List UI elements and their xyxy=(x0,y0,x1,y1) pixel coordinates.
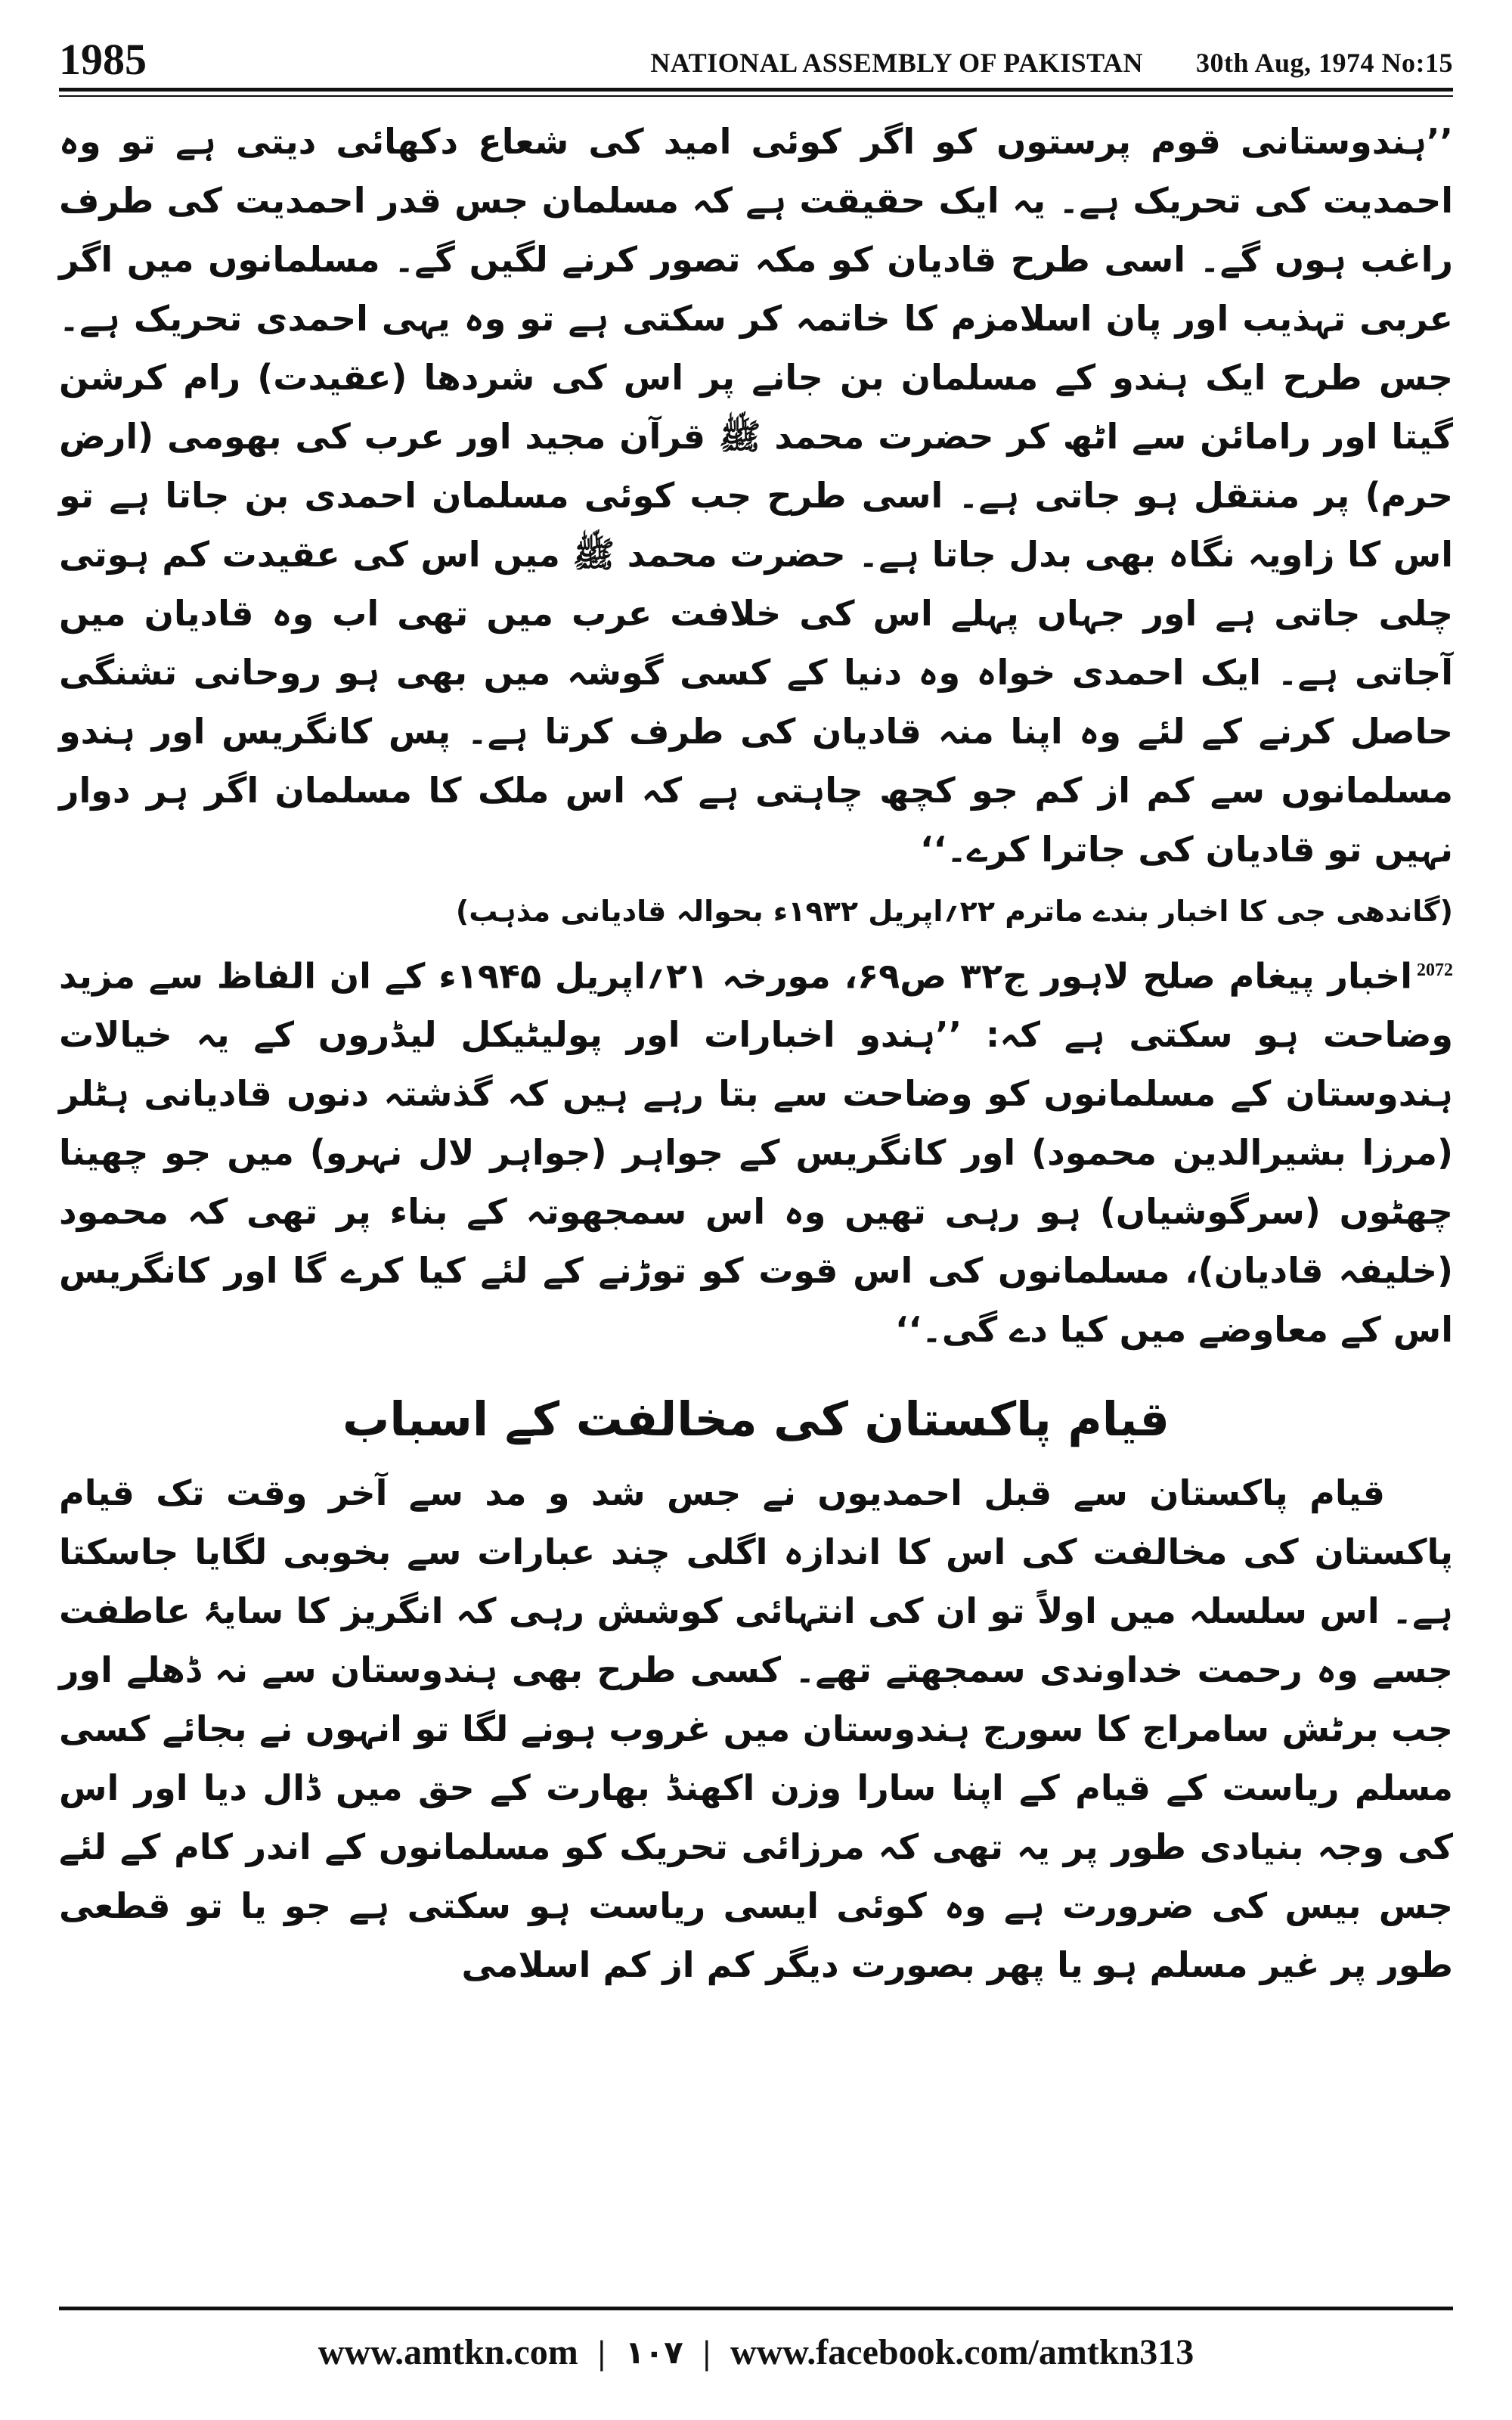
third-paragraph-text: قیام پاکستان سے قبل احمدیوں نے جس شد و مد سے آخر وقت تک قیام پاکستان کی مخالفت کی اس کا اندازہ اگلی چند عبارات سے بخوبی لگایا جاسکتا ہے۔ اس سلسلہ میں اولاً تو ان کی انتہائی کوشش رہی کہ انگریز کا سایۂ عاطفت جسے وہ رحمت خداوندی سمجھتے تھے۔ کسی طرح بھی ہندوستان سے نہ ڈھلے اور جب برٹش سامراج کا سورج ہندوستان میں غروب ہونے لگا تو انہوں نے بجائے کسی مسلم ریاست کے قیام کے اپنا سارا وزن اکھنڈ بھارت کے حق میں ڈال دیا اور اس کی وجہ بنیادی طور پر یہ تھی کہ مرزائی تحریک کو مسلمانوں کے اندر کام کے لئے جس بیس کی ضرورت ہے وہ کوئی ایسی ریاست ہو سکتی ہے جو یا تو قطعی طور پر غیر مسلم ہو یا پھر بصورت دیگر کم از کم اسلامی xyxy=(59,1472,1453,1986)
issue-date xyxy=(1196,47,1453,79)
running-title xyxy=(650,47,1453,82)
issue-number: No:15 xyxy=(1381,48,1453,78)
page-number: 1985 xyxy=(59,35,147,84)
publication-title: NATIONAL ASSEMBLY OF PAKISTAN xyxy=(650,48,1143,78)
quote-paragraph: ’’ہندوستانی قوم پرستوں کو اگر کوئی امید کی شعاع دکھائی دیتی ہے تو وہ احمدیت کی تحریک ہے۔ یہ ایک حقیقت ہے کہ مسلمان جس قدر احمدیت کی طرف راغب ہوں گے۔ اسی طرح قادیان کو مکہ تصور کرنے لگیں گے۔ مسلمانوں میں اگر عربی تہذیب اور پان اسلامزم کا خاتمہ کر سکتی ہے تو وہ یہی احمدی تحریک ہے۔ جس طرح ایک ہندو کے مسلمان بن جانے پر اس کی شردھا (عقیدت) رام کرشن گیتا اور رامائن سے اٹھ کر حضرت محمد ﷺ قرآن مجید اور عرب کی بھومی (ارض حرم) پر منتقل ہو جاتی ہے۔ اسی طرح جب کوئی مسلمان احمدی بن جاتا ہے تو اس کا زاویہ نگاہ بھی بدل جاتا ہے۔ حضرت محمد ﷺ میں اس کی عقیدت کم ہوتی چلی جاتی ہے اور جہاں پہلے اس کی خلافت عرب میں تھی اب وہ قادیان میں آجاتی ہے۔ ایک احمدی خواہ وہ دنیا کے کسی گوشہ میں بھی ہو روحانی تشنگی حاصل کرنے کے لئے وہ اپنا منہ قادیان کی طرف کرتا ہے۔ پس کانگریس اور ہندو مسلمانوں سے کم از کم جو کچھ چاہتی ہے کہ اس ملک کا مسلمان اگر ہر دوار نہیں تو قادیان کی جاترا کرے۔‘‘ xyxy=(59,121,1453,870)
footer-rule xyxy=(59,2307,1453,2310)
folio-separator-left: | xyxy=(597,2332,606,2372)
header-rule xyxy=(59,88,1453,92)
header-rule-thin xyxy=(59,95,1453,97)
page-content xyxy=(59,112,1453,2269)
citation: (گاندھی جی کا اخبار بندے ماترم ۲۲؍اپریل ۱۹۳۲ء بحوالہ قادیانی مذہب) xyxy=(455,895,1453,928)
third-paragraph xyxy=(59,1463,1453,1994)
reference-number: 2072 xyxy=(1416,960,1453,980)
website-link[interactable]: www.amtkn.com xyxy=(318,2332,578,2372)
date: 30th Aug, 1974 xyxy=(1195,48,1374,78)
page-footer xyxy=(59,2322,1453,2382)
folio-number: ۱۰۷ xyxy=(624,2333,683,2371)
page-header xyxy=(59,29,1453,82)
second-paragraph-text: اخبار پیغام صلح لاہور ج۳۲ ص۶۹، مورخہ ۲۱؍اپریل ۱۹۴۵ء کے ان الفاظ سے مزید وضاحت ہو سکتی ہے کہ: ’’ہندو اخبارات اور پولیٹیکل لیڈروں کے یہ خیالات ہندوستان کے مسلمانوں کو وضاحت سے بتا رہے ہیں کہ گذشتہ دنوں قادیانی ہٹلر (مرزا بشیرالدین محمود) اور کانگریس کے جواہر (جواہر لال نہرو) میں جو چھینا چھٹوں (سرگوشیاں) ہو رہی تھیں وہ اس سمجھوتہ کے بناء پر تھی کہ محمود (خلیفہ قادیان)، مسلمانوں کی اس قوت کو توڑنے کے لئے کیا کرے گا اور کانگریس اس کے معاوضے میں کیا دے گی۔‘‘ xyxy=(59,955,1453,1351)
folio-separator-right: | xyxy=(702,2332,711,2372)
second-paragraph xyxy=(59,941,1453,1359)
section-heading: قیام پاکستان کی مخالفت کے اسباب xyxy=(342,1392,1170,1447)
facebook-link[interactable]: www.facebook.com/amtkn313 xyxy=(730,2332,1194,2372)
